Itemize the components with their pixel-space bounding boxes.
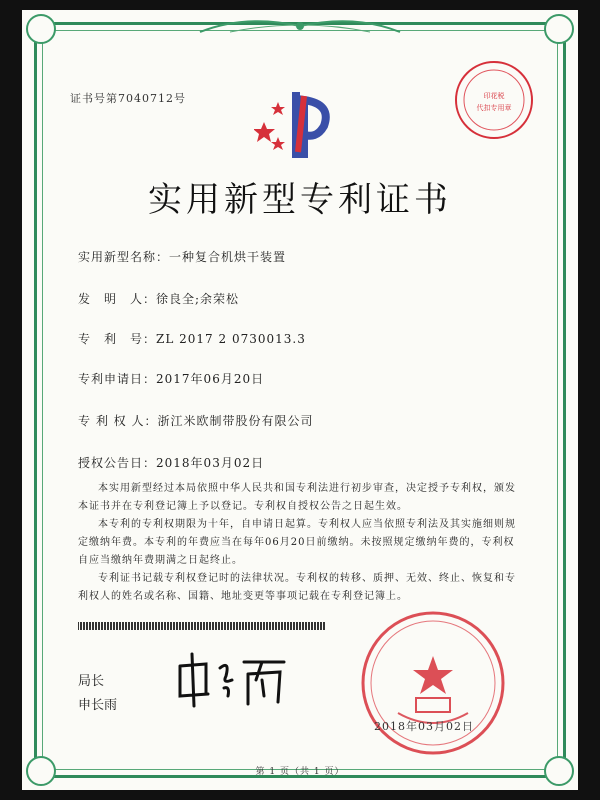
certificate-paper [22, 10, 578, 790]
field-application-date [78, 370, 264, 387]
field-label: 专 利 权 人： [78, 414, 158, 428]
field-label: 发 明 人： [78, 292, 157, 306]
field-value: 徐良全;余荣松 [156, 292, 240, 306]
certificate-body [78, 480, 524, 606]
top-ornament [190, 14, 410, 36]
director-name: 申长雨 [78, 698, 118, 713]
patent-office-logo-icon [254, 82, 344, 162]
certificate-title: 实用新型专利证书 [148, 180, 452, 220]
body-paragraph: 专利证书记载专利权登记时的法律状况。专利权的转移、质押、无效、终止、恢复和专利权人的姓名或名称、国籍、地址变更等事项记载在专利登记簿上。 [78, 573, 516, 602]
body-paragraph: 本实用新型经过本局依照中华人民共和国专利法进行初步审查，决定授予专利权，颁发本证书并在专利登记簿上予以登记。专利权自授权公告之日起生效。 [78, 483, 516, 512]
svg-text:代扣专用章: 代扣专用章 [476, 104, 512, 112]
field-label: 专利申请日： [78, 372, 157, 386]
svg-text:印花税: 印花税 [483, 92, 505, 100]
corner-ornament [544, 14, 574, 44]
field-value: 浙江米欧制带股份有限公司 [157, 414, 314, 428]
field-label: 授权公告日： [78, 456, 157, 470]
field-patent-number [78, 330, 306, 347]
field-utility-model-name [78, 248, 286, 265]
certificate-number: 证书号第7040712号 [70, 92, 186, 105]
field-inventors [78, 290, 239, 307]
office-seal-stamp [452, 58, 536, 142]
field-value: 一种复合机烘干装置 [169, 250, 287, 264]
field-patentee [78, 412, 313, 429]
field-label: 实用新型名称： [78, 250, 170, 264]
field-value: 2017年06月20日 [156, 372, 265, 386]
field-value: ZL 2017 2 0730013.3 [156, 332, 306, 346]
official-seal-stamp [358, 608, 508, 758]
body-paragraph: 本专利的专利权期限为十年，自申请日起算。专利权人应当依照专利法及其实施细则规定缴纳年费。本专利的年费应当在每年06月20日前缴纳。未按照规定缴纳年费的，专利权自应当缴纳年费期满之日起终止。 [78, 519, 516, 566]
page-number: 第 1 页（共 1 页） [255, 767, 345, 777]
field-value: 2018年03月02日 [156, 456, 265, 470]
barcode [78, 622, 326, 630]
handwritten-signature [172, 650, 292, 710]
field-label: 专 利 号： [78, 332, 157, 346]
field-announcement-date [78, 454, 264, 471]
corner-ornament [26, 14, 56, 44]
seal-date: 2018年03月02日 [374, 720, 474, 733]
director-title: 局长 [78, 674, 105, 689]
